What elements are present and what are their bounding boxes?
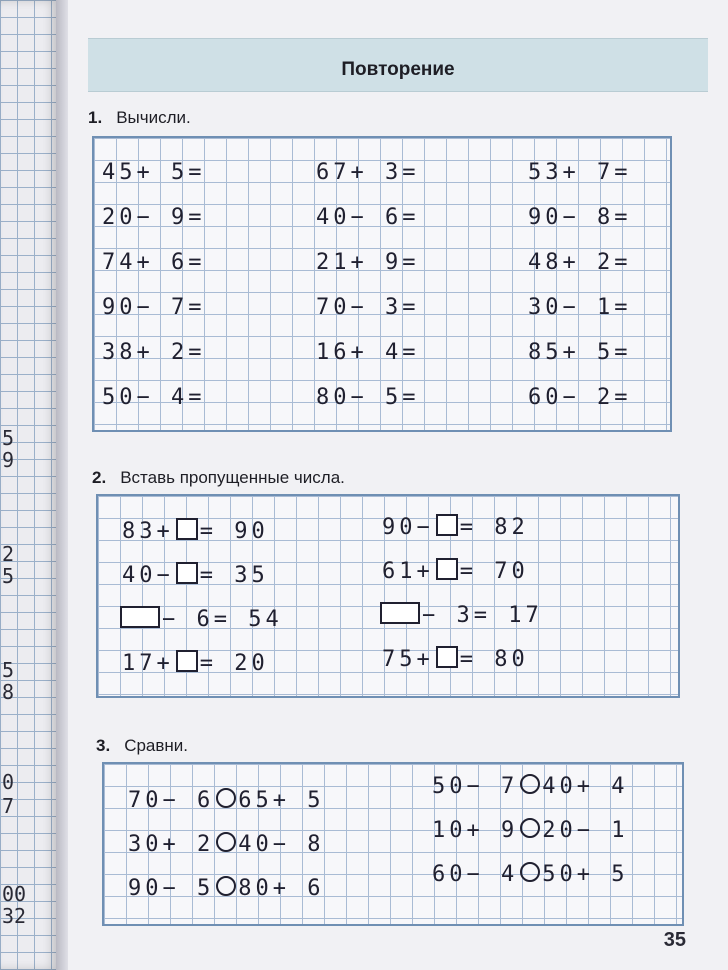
answer-box[interactable] — [176, 518, 198, 540]
task3-number: 3. — [96, 736, 111, 755]
task1-expr: 40− 6= — [316, 205, 420, 230]
left-digit: 0 — [2, 770, 15, 794]
task3-expr: 60− 4 50+ 5 — [432, 862, 629, 887]
task1-expr: 85+ 5= — [528, 340, 632, 365]
task1-expr: 48+ 2= — [528, 250, 632, 275]
task3-expr: 10+ 9 20− 1 — [432, 818, 629, 843]
left-digit: 5 — [2, 658, 15, 682]
left-digit: 9 — [2, 448, 15, 472]
task3-expr: 50− 7 40+ 4 — [432, 774, 629, 799]
task2-title: Вставь пропущенные числа. — [120, 468, 345, 487]
left-digit: 5 — [2, 426, 15, 450]
task3-expr: 30+ 2 40− 8 — [128, 832, 325, 857]
answer-box[interactable] — [436, 558, 458, 580]
answer-box[interactable] — [436, 646, 458, 668]
task1-expr: 67+ 3= — [316, 160, 420, 185]
left-digit: 2 — [2, 542, 15, 566]
task2-expr: − 6= 54 — [118, 606, 283, 632]
task1-expr: 53+ 7= — [528, 160, 632, 185]
task1-number: 1. — [88, 108, 103, 127]
answer-box[interactable] — [120, 606, 160, 628]
task1-title: Вычисли. — [116, 108, 191, 127]
page-title: Повторение — [341, 59, 455, 80]
task2-expr: 83+ = 90 — [122, 519, 269, 544]
task1-expr: 70− 3= — [316, 295, 420, 320]
task1-expr: 90− 7= — [102, 295, 206, 320]
task3-heading — [96, 736, 188, 756]
task2-expr: 17+ = 20 — [122, 651, 269, 676]
task3-title: Сравни. — [124, 736, 189, 755]
task1-expr: 50− 4= — [102, 385, 206, 410]
compare-circle[interactable] — [520, 774, 540, 794]
left-digit: 7 — [2, 794, 15, 818]
task1-expr: 74+ 6= — [102, 250, 206, 275]
left-digit: 32 — [2, 904, 27, 928]
task2-number: 2. — [92, 468, 107, 487]
task3-expr: 70− 6 65+ 5 — [128, 788, 325, 813]
task1-heading — [88, 108, 191, 128]
left-digit: 5 — [2, 564, 15, 588]
left-page-edge — [0, 0, 58, 970]
left-digit: 00 — [2, 882, 27, 906]
answer-box[interactable] — [176, 650, 198, 672]
header-band — [88, 38, 708, 92]
answer-box[interactable] — [436, 514, 458, 536]
compare-circle[interactable] — [520, 862, 540, 882]
task1-expr: 90− 8= — [528, 205, 632, 230]
task1-expr: 45+ 5= — [102, 160, 206, 185]
task2-expr: 61+ = 70 — [382, 559, 529, 584]
task2-heading — [92, 468, 345, 488]
answer-box[interactable] — [176, 562, 198, 584]
task1-expr: 38+ 2= — [102, 340, 206, 365]
task2-expr: 90− = 82 — [382, 515, 529, 540]
task2-expr: 75+ = 80 — [382, 647, 529, 672]
compare-circle[interactable] — [216, 876, 236, 896]
page-number: 35 — [663, 929, 686, 951]
task1-expr: 20− 9= — [102, 205, 206, 230]
left-digit: 8 — [2, 680, 15, 704]
task1-expr: 30− 1= — [528, 295, 632, 320]
compare-circle[interactable] — [216, 788, 236, 808]
workbook-page — [68, 0, 728, 970]
compare-circle[interactable] — [216, 832, 236, 852]
compare-circle[interactable] — [520, 818, 540, 838]
task2-expr: − 3= 17 — [378, 602, 543, 628]
answer-box[interactable] — [380, 602, 420, 624]
task1-expr: 60− 2= — [528, 385, 632, 410]
task1-expr: 21+ 9= — [316, 250, 420, 275]
task1-expr: 16+ 4= — [316, 340, 420, 365]
task1-expr: 80− 5= — [316, 385, 420, 410]
task3-expr: 90− 5 80+ 6 — [128, 876, 325, 901]
task2-expr: 40− = 35 — [122, 563, 269, 588]
